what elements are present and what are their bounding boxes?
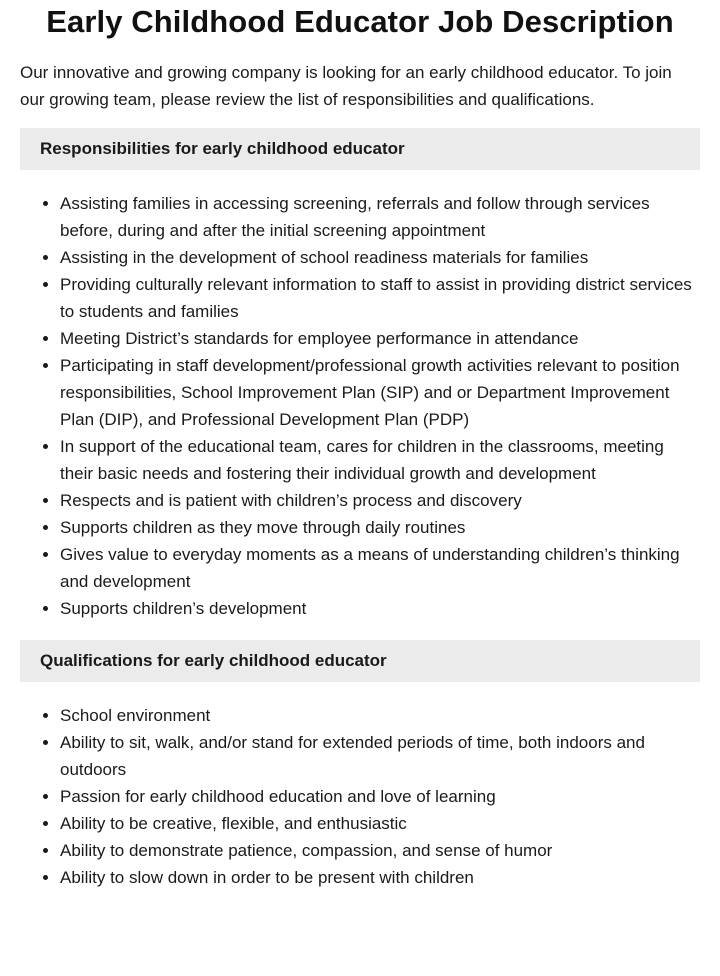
- page-title: Early Childhood Educator Job Description: [46, 4, 674, 39]
- qualifications-heading: Qualifications for early childhood educator: [20, 640, 700, 682]
- list-item: Providing culturally relevant information to staff to assist in providing district services to students and families: [60, 271, 695, 325]
- list-item: Ability to slow down in order to be present with children: [60, 864, 695, 891]
- list-item: Passion for early childhood education and love of learning: [60, 783, 695, 810]
- qualifications-list: [20, 702, 695, 891]
- list-item: Ability to sit, walk, and/or stand for extended periods of time, both indoors and outdoors: [60, 729, 695, 783]
- intro-paragraph: Our innovative and growing company is looking for an early childhood educator. To join our growing team, please review the list of responsibilities and qualifications.: [20, 63, 672, 109]
- list-item: Assisting in the development of school readiness materials for families: [60, 244, 695, 271]
- list-item: In support of the educational team, cares for children in the classrooms, meeting their basic needs and fostering their individual growth and development: [60, 433, 695, 487]
- list-item: Ability to demonstrate patience, compassion, and sense of humor: [60, 837, 695, 864]
- list-item: Respects and is patient with children’s process and discovery: [60, 487, 695, 514]
- list-item: Assisting families in accessing screening, referrals and follow through services before, during and after the initial screening appointment: [60, 190, 695, 244]
- list-item: Participating in staff development/professional growth activities relevant to position responsibilities, School Improvement Plan (SIP) and or Department Improvement Plan (DIP), and Professional Development Plan (PDP): [60, 352, 695, 433]
- list-item: Ability to be creative, flexible, and enthusiastic: [60, 810, 695, 837]
- responsibilities-heading: Responsibilities for early childhood educator: [20, 128, 700, 170]
- responsibilities-list: [20, 190, 695, 622]
- list-item: Gives value to everyday moments as a means of understanding children’s thinking and development: [60, 541, 695, 595]
- list-item: Supports children as they move through daily routines: [60, 514, 695, 541]
- list-item: Meeting District’s standards for employee performance in attendance: [60, 325, 695, 352]
- list-item: Supports children’s development: [60, 595, 695, 622]
- list-item: School environment: [60, 702, 695, 729]
